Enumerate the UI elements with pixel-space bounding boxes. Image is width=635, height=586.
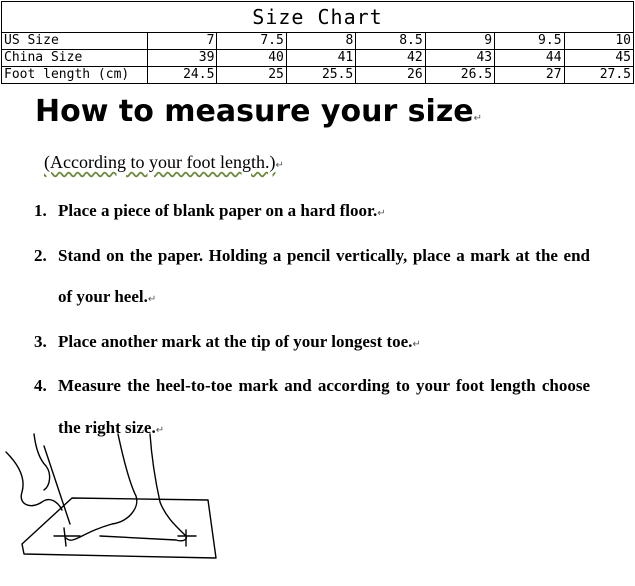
step-text-content: Place another mark at the tip of your longest toe. [58,331,413,351]
list-item [34,190,590,235]
table-cell: 43 [425,50,494,67]
return-mark-icon: ↵ [155,424,165,436]
subtitle-text: (According to your foot length.) [44,152,276,172]
step-text [58,235,590,321]
hand-outline [6,452,62,510]
row-label-us-size: US Size [2,33,148,50]
table-cell: 26.5 [425,67,494,84]
step-text-content: Place a piece of blank paper on a hard floor. [58,201,378,220]
table-row [2,50,634,67]
step-text-content: Stand on the paper. Holding a pencil vertically, place a mark at the end of your heel. [58,245,590,306]
table-cell: 45 [564,50,633,67]
subtitle [44,150,284,178]
table-row [2,33,634,50]
table-cell: 39 [148,50,217,67]
row-label-china-size: China Size [2,50,148,67]
step-text-content: Measure the heel-to-toe mark and according to your foot length choose the right size. [58,376,590,437]
table-cell: 9 [425,33,494,50]
foot-outline [66,434,137,540]
table-cell: 10 [564,33,633,50]
foot-measuring-illustration [0,432,240,582]
list-item [34,235,590,321]
table-cell: 7 [148,33,217,50]
return-mark-icon: ↵ [275,160,284,171]
step-number: 2. [34,245,47,265]
leg-back [100,434,186,541]
table-cell: 9.5 [495,33,564,50]
table-cell: 27.5 [564,67,633,84]
size-chart-title-row [2,2,634,33]
size-chart-table [1,1,634,84]
paper-sheet [22,498,216,558]
table-cell: 42 [356,50,425,67]
table-cell: 40 [217,50,286,67]
step-text [58,190,590,235]
row-label-foot-length: Foot length (cm) [2,67,148,84]
return-mark-icon: ↵ [473,113,483,124]
return-mark-icon: ↵ [377,208,386,219]
step-number: 1. [34,201,47,220]
table-cell: 8.5 [356,33,425,50]
table-row [2,67,634,84]
page-heading [35,92,482,139]
step-number: 3. [34,331,47,351]
toe-mark [54,528,80,546]
step-number: 4. [34,376,47,395]
table-cell: 44 [495,50,564,67]
table-cell: 24.5 [148,67,217,84]
table-cell: 27 [495,67,564,84]
heading-text: How to measure your size [35,94,474,129]
table-cell: 25 [217,67,286,84]
hand-finger [34,434,50,490]
return-mark-icon: ↵ [412,338,421,350]
table-cell: 7.5 [217,33,286,50]
table-cell: 26 [356,67,425,84]
size-chart-title: Size Chart [2,2,634,33]
table-cell: 25.5 [286,67,355,84]
steps-list [34,190,590,451]
step-text [58,321,590,366]
table-cell: 41 [286,50,355,67]
list-item [34,321,590,366]
table-cell: 8 [286,33,355,50]
return-mark-icon: ↵ [147,294,157,305]
